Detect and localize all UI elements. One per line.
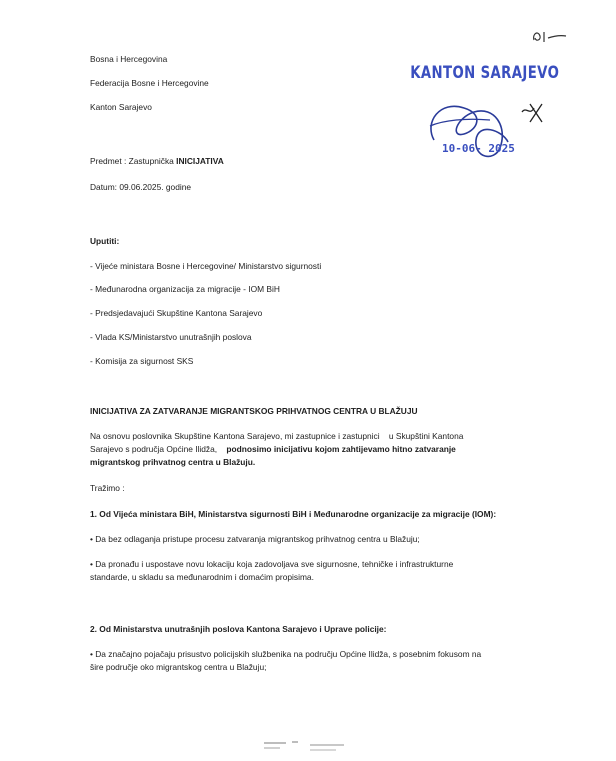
header-federation: Federacija Bosne i Hercegovine (90, 78, 209, 88)
subject-prefix: Predmet : Zastupnička (90, 156, 177, 166)
subject-line (90, 156, 224, 167)
header-country: Bosna i Hercegovina (90, 54, 168, 64)
document-date: Datum: 09.06.2025. godine (90, 182, 192, 192)
section-2-bullet-cont: šire područje oko migrantskog centra u Blažuju; (90, 662, 267, 672)
section-1-title: 1. Od Vijeća ministara BiH, Ministarstva sigurnosti BiH i Međunarodne organizacije za migracije (IOM): (90, 509, 497, 519)
intro-text: Sarajevo s područja Općine Ilidža, (90, 444, 218, 454)
recipient-item: - Komisija za sigurnost SKS (90, 356, 194, 366)
intro-line-3: migrantskog prihvatnog centra u Blažuju. (90, 457, 256, 467)
recipient-item: - Vlada KS/Ministarstvo unutrašnjih poslova (90, 332, 252, 342)
scan-artifact (262, 738, 352, 756)
recipient-item: - Vijeće ministara Bosne i Hercegovine/ Ministarstvo sigurnosti (90, 261, 322, 271)
official-stamp (404, 30, 574, 180)
intro-line-1 (90, 431, 463, 442)
subject-title: INICIJATIVA (176, 156, 224, 166)
section-1-bullet-cont: standarde, u skladu sa međunarodnim i domaćim propisima. (90, 572, 314, 582)
recipient-item: - Međunarodna organizacija za migracije - IOM BiH (90, 284, 280, 294)
intro-text: u Skupštini Kantona (388, 431, 464, 441)
stamp-date: 10-06- 2025 (442, 142, 515, 155)
intro-text: Na osnovu poslovnika Skupštine Kantona Sarajevo, mi zastupnice i zastupnici (90, 431, 380, 441)
recipients-label: Uputiti: (90, 236, 120, 246)
recipient-item: - Predsjedavajući Skupštine Kantona Sarajevo (90, 308, 263, 318)
section-2-title: 2. Od Ministarstva unutrašnjih poslova Kantona Sarajevo i Uprave policije: (90, 624, 387, 634)
requests-label: Tražimo : (90, 483, 125, 493)
stamp-graphic (404, 30, 574, 180)
section-1-bullet: • Da pronađu i uspostave novu lokaciju koja zadovoljava sve sigurnosne, tehničke i infrastrukturne (90, 559, 454, 569)
section-1-bullet: • Da bez odlaganja pristupe procesu zatvaranja migrantskog prihvatnog centra u Blažuju; (90, 534, 420, 544)
initiative-title: INICIJATIVA ZA ZATVARANJE MIGRANTSKOG PRIHVATNOG CENTRA U BLAŽUJU (90, 406, 418, 416)
header-canton: Kanton Sarajevo (90, 102, 152, 112)
section-2-bullet: • Da značajno pojačaju prisustvo policijskih službenika na području Općine Ilidža, s posebnim fokusom na (90, 649, 482, 659)
stamp-heading: KANTON SARAJEVO (410, 62, 560, 83)
intro-text-bold: podnosimo inicijativu kojom zahtijevamo hitno zatvaranje (226, 444, 456, 454)
intro-line-2 (90, 444, 456, 455)
